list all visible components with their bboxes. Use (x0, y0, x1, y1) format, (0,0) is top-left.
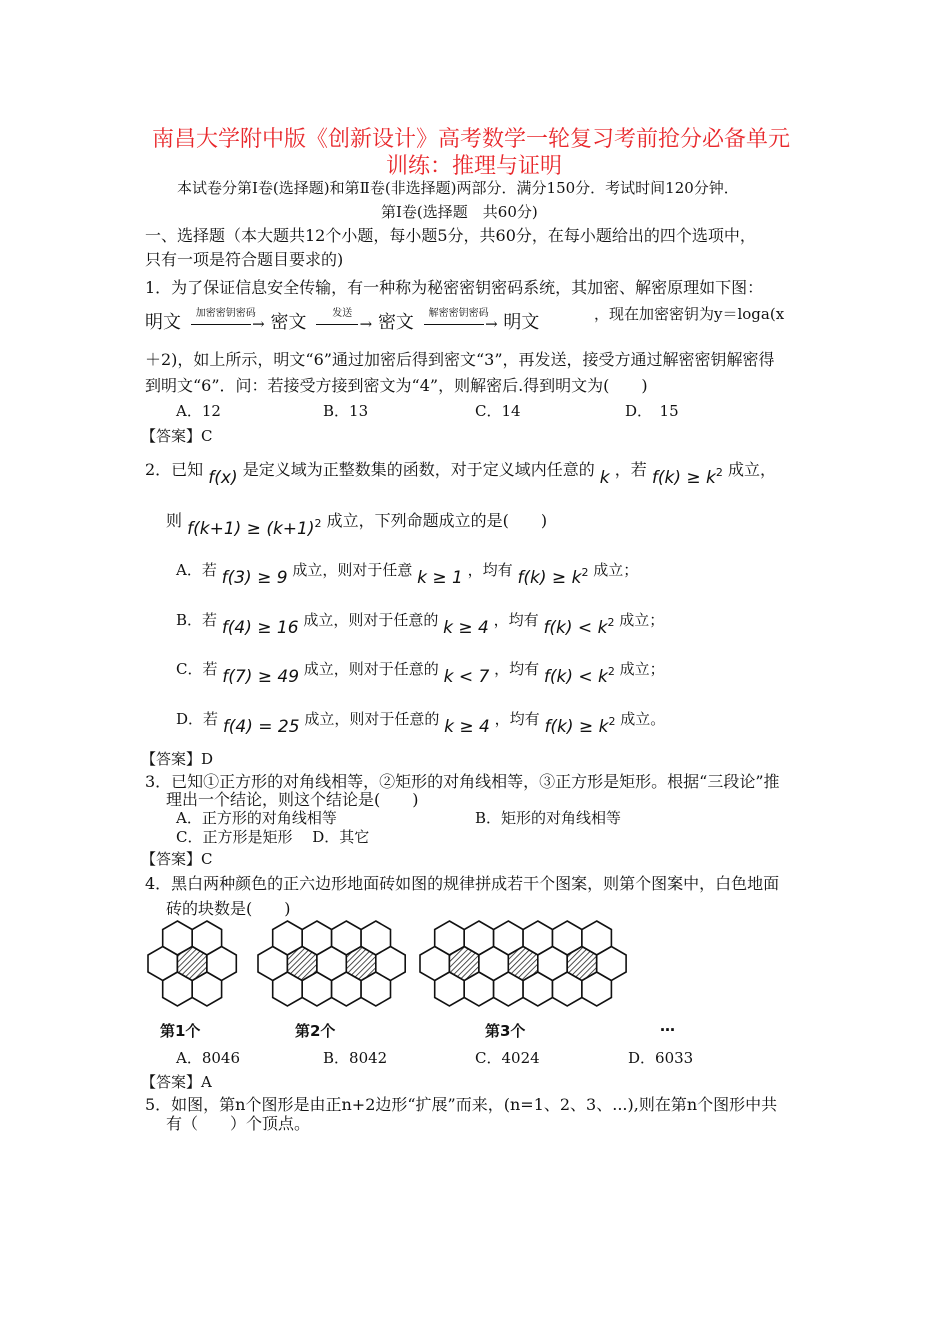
flow-arrow-decrypt (420, 308, 498, 333)
hex-tile-white (207, 947, 236, 981)
q1-answer: 【答案】C (141, 427, 213, 445)
q4-option-a: A．8046 (176, 1049, 241, 1067)
q2-text: 2．已知 f(x) 是定义域为正整数集的函数，对于定义域内任意的 k ，若 $f(k) \ge k^2$ 成立， (145, 460, 776, 488)
hex-tile-black (287, 947, 317, 981)
section-title: 第Ⅰ卷(选择题 共60分) (381, 203, 538, 221)
q1-key-text: ，现在加密密钥为y＝loga(x (594, 305, 785, 323)
hex-tile-black (346, 947, 376, 981)
exam-intro: 本试卷分第Ⅰ卷(选择题)和第Ⅱ卷(非选择题)两部分．满分150分．考试时间120分钟． (177, 179, 739, 197)
q2-answer: 【答案】D (141, 750, 214, 768)
q2-k: k (599, 468, 610, 488)
q4-answer: 【答案】A (141, 1073, 212, 1091)
q1-option-b: B．13 (323, 402, 369, 420)
q2-fx: f(x) (208, 468, 238, 488)
q1-text: 1．为了保证信息安全传输，有一种称为秘密密钥密码系统，其加密、解密原理如下图： (145, 278, 764, 297)
hex-tile-white (258, 947, 287, 981)
q2-option-d: D．若 f(4) = 25 成立，则对于任意的 k ≥ 4 ，均有 $f(k) \ge k^2$ 成立。 (176, 710, 666, 737)
q5-text: 5．如图，第n个图形是由正n+2边形“扩展”而来，(n=1、2、3、...),则在第n个图形中共 (145, 1095, 778, 1114)
part1-instructions: 一、选择题（本大题共12个小题，每小题5分，共60分，在每小题给出的四个选项中， (145, 226, 756, 245)
q2-option-c: C．若 f(7) ≥ 49 成立，则对于任意的 k < 7 ，均有 $f(k) < k^2$ 成立； (176, 660, 665, 687)
hex-tile-white (538, 947, 567, 981)
q3-text: 3．已知①正方形的对角线相等，②矩形的对角线相等，③正方形是矩形。根据“三段论”推 (145, 772, 780, 791)
q3-option-b: B．矩形的对角线相等 (475, 809, 622, 827)
flow-ciphertext: 密文 (270, 312, 307, 333)
hex-tile-black (508, 947, 538, 981)
q3-text-2: 理出一个结论，则这个结论是( ) (166, 790, 419, 809)
flow-arrow-label: 加密密钥密码 (195, 308, 256, 319)
flow-arrow-send (312, 308, 373, 333)
q2-option-b: B．若 f(4) ≥ 16 成立，则对于任意的 k ≥ 4 ，均有 $f(k) < k^2$ 成立； (176, 611, 665, 638)
page-title: 南昌大学附中版《创新设计》高考数学一轮复习考前抢分必备单元 (152, 127, 791, 152)
q1-option-d: D． 15 (625, 402, 679, 420)
part1-instructions-2: 只有一项是符合题目要求的) (145, 250, 344, 269)
flow-ciphertext-2: 密文 (377, 312, 414, 333)
q4-option-d: D．6033 (628, 1049, 694, 1067)
q3-option-cd: C．正方形是矩形 D．其它 (176, 828, 370, 846)
q2-recursion: $f(k+1) \ge (k+1)^2$ (187, 517, 322, 539)
q1-text-4: 到明文“6”．问：若接受方接到密文为“4”，则解密后.得到明文为( ) (145, 376, 648, 395)
q3-option-a: A．正方形的对角线相等 (176, 809, 337, 827)
q4-option-b: B．8042 (323, 1049, 388, 1067)
q4-caption-2: 第2个 (295, 1022, 336, 1040)
hex-tile-white (148, 947, 177, 981)
q2-text-2: 则 $f(k+1) \ge (k+1)^2$ 成立，下列命题成立的是( ) (166, 511, 548, 539)
flow-plaintext-2: 明文 (503, 312, 540, 333)
q4-option-c: C．4024 (475, 1049, 540, 1067)
q1-flow-diagram (145, 308, 539, 334)
arrow-right-icon: → (252, 315, 265, 333)
flow-arrow-label: 解密密钥密码 (428, 308, 489, 319)
page-subtitle: 训练：推理与证明 (386, 154, 563, 179)
hex-tile-black (567, 947, 597, 981)
hex-tile-black (449, 947, 479, 981)
q4-text: 4．黑白两种颜色的正六边形地面砖如图的规律拼成若干个图案，则第个图案中，白色地面 (145, 874, 780, 893)
q4-caption-ellipsis: … (660, 1017, 675, 1035)
q1-option-c: C．14 (475, 402, 521, 420)
q4-caption-3: 第3个 (485, 1022, 526, 1040)
q2-condition: $f(k) \ge k^2$ (651, 466, 723, 488)
arrow-right-icon: → (485, 315, 498, 333)
q4-caption-1: 第1个 (160, 1022, 201, 1040)
q1-option-a: A．12 (176, 402, 221, 420)
flow-plaintext: 明文 (145, 312, 181, 333)
hex-tile-white (479, 947, 508, 981)
hex-tile-white (317, 947, 346, 981)
q4-hexagon-figure (140, 920, 840, 1020)
hex-tile-white (420, 947, 449, 981)
q1-text-3: ＋2)，如上所示，明文“6”通过加密后得到密文“3”，再发送，接受方通过解密密钥解密得 (145, 350, 775, 369)
flow-arrow-encrypt (187, 308, 265, 333)
q2-option-a: A．若 f(3) ≥ 9 成立，则对于任意 k ≥ 1 ，均有 $f(k) \ge k^2$ 成立； (176, 561, 639, 588)
arrow-right-icon: → (359, 315, 373, 333)
q5-text-2: 有（ ）个顶点。 (166, 1114, 311, 1133)
hex-tile-white (597, 947, 626, 981)
q4-text-2: 砖的块数是( ) (166, 899, 291, 918)
hex-tile-white (376, 947, 405, 981)
q3-answer: 【答案】C (141, 850, 213, 868)
flow-arrow-label: 发送 (332, 308, 353, 319)
hex-tile-black (177, 947, 207, 981)
